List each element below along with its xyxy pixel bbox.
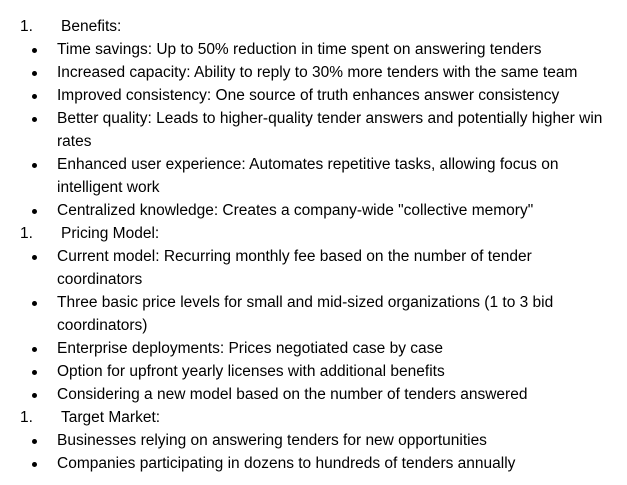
bullet-text: Better quality: Leads to higher-quality tender answers and potentially higher win rates [57, 110, 603, 150]
section-heading [0, 15, 627, 38]
bullet-text: Current model: Recurring monthly fee based on the number of tender coordinators [57, 248, 532, 288]
bullet-item [0, 199, 627, 222]
bullet-text: Improved consistency: One source of truth enhances answer consistency [57, 87, 560, 104]
section-number: 1. [20, 225, 33, 242]
bullet-text: Considering a new model based on the number of tenders answered [57, 386, 528, 403]
bullet-item [0, 383, 627, 406]
bullet-dot-icon [32, 71, 37, 76]
bullet-text: Increased capacity: Ability to reply to 30% more tenders with the same team [57, 64, 578, 81]
section-number: 1. [20, 409, 33, 426]
outline-list [0, 15, 627, 475]
bullet-item [0, 107, 627, 153]
bullet-text: Centralized knowledge: Creates a company-wide "collective memory" [57, 202, 534, 219]
bullet-item [0, 291, 627, 337]
section-title: Benefits: [61, 18, 122, 35]
bullet-text: Enhanced user experience: Automates repetitive tasks, allowing focus on intelligent work [57, 156, 559, 196]
bullet-dot-icon [32, 163, 37, 168]
bullet-dot-icon [32, 393, 37, 398]
section-heading [0, 406, 627, 429]
bullet-dot-icon [32, 255, 37, 260]
bullet-dot-icon [32, 94, 37, 99]
bullet-item [0, 360, 627, 383]
bullet-dot-icon [32, 462, 37, 467]
bullet-item [0, 337, 627, 360]
bullet-item [0, 61, 627, 84]
bullet-text: Time savings: Up to 50% reduction in time spent on answering tenders [57, 41, 542, 58]
bullet-item [0, 153, 627, 199]
bullet-dot-icon [32, 209, 37, 214]
bullet-text: Companies participating in dozens to hundreds of tenders annually [57, 455, 516, 472]
section-title: Pricing Model: [61, 225, 160, 242]
bullet-item [0, 245, 627, 291]
bullet-item [0, 38, 627, 61]
bullet-dot-icon [32, 370, 37, 375]
bullet-text: Option for upfront yearly licenses with additional benefits [57, 363, 445, 380]
bullet-dot-icon [32, 347, 37, 352]
bullet-dot-icon [32, 117, 37, 122]
bullet-dot-icon [32, 301, 37, 306]
bullet-text: Three basic price levels for small and mid-sized organizations (1 to 3 bid coordinators) [57, 294, 554, 334]
bullet-dot-icon [32, 48, 37, 53]
bullet-text: Businesses relying on answering tenders for new opportunities [57, 432, 487, 449]
bullet-item [0, 452, 627, 475]
bullet-item [0, 84, 627, 107]
bullet-item [0, 429, 627, 452]
bullet-text: Enterprise deployments: Prices negotiated case by case [57, 340, 443, 357]
section-number: 1. [20, 18, 33, 35]
partial-top-line [0, 0, 627, 15]
section-title: Target Market: [61, 409, 161, 426]
bullet-dot-icon [32, 439, 37, 444]
section-heading [0, 222, 627, 245]
